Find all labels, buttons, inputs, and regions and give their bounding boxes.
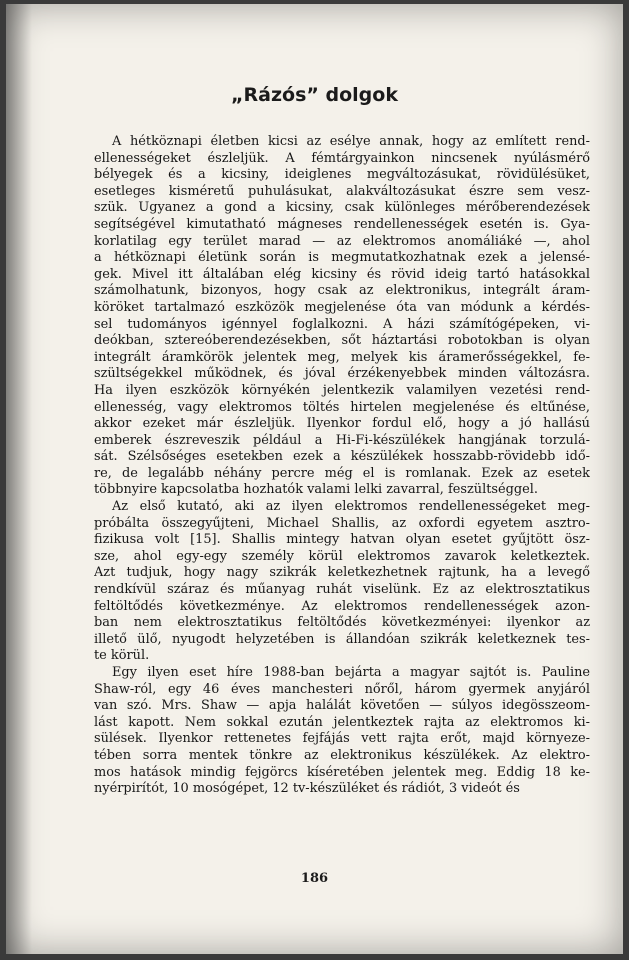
page-number: 186: [300, 871, 329, 886]
text-line: tében sorra mentek tönkre az elektronikus készülékek. Az elektro-: [94, 747, 590, 763]
text-line: sát. Szélsőséges esetekben ezek a készülékek hosszabb-rövidebb idő-: [94, 449, 590, 465]
text-line: lást kapott. Nem sokkal ezután jelentkeztek rajta az elektromos ki-: [94, 714, 590, 730]
text-line: sze, ahol egy-egy személy körül elektromos zavarok keletkeztek.: [94, 548, 590, 564]
text-line: segítségével kimutatható mágneses rendellenességek esetén is. Gya-: [94, 216, 590, 232]
text-line: többnyire kapcsolatba hozhatók valami lelki zavarral, feszültséggel.: [94, 482, 539, 498]
book-page: [6, 4, 623, 954]
chapter-title: „Rázós” dolgok: [231, 84, 398, 106]
text-line: ban nem elektrosztatikus feltöltődés következményei: ilyenkor az: [94, 615, 590, 631]
text-line: illető ülő, nyugodt helyzetében is állandóan szikrák keletkeznek tes-: [94, 631, 590, 647]
text-line: akkor ezeket már észleljük. Ilyenkor fordul elő, hogy a jó hallású: [94, 416, 590, 432]
text-line: Ha ilyen eszközök környékén jelentkezik valamilyen vezetési rend-: [94, 382, 590, 398]
page-binding-shadow: [6, 4, 32, 954]
text-line: köröket tartalmazó eszközök megjelenése óta van módunk a kérdés-: [94, 299, 590, 315]
text-line: mos hatások mindig fejgörcs kíséretében jelentek meg. Eddig 18 ke-: [94, 764, 590, 780]
text-line: Azt tudjuk, hogy nagy szikrák keletkezhetnek rajtunk, ha a levegő: [94, 565, 590, 581]
text-line: fizikusa volt [15]. Shallis mintegy hatvan olyan esetet gyűjtött ösz-: [94, 532, 590, 548]
text-line: re, de legalább néhány percre még el is romlanak. Ezek az esetek: [94, 465, 590, 481]
text-line: feltöltődés következménye. Az elektromos rendellenességek azon-: [94, 598, 590, 614]
text-line: integrált áramkörök jelentek meg, melyek kis áramerősségekkel, fe-: [94, 349, 590, 365]
text-line: Shaw-ról, egy 46 éves manchesteri nőről, három gyermek anyjáról: [94, 681, 590, 697]
text-line: ellenesség, vagy elektromos töltés hirtelen megjelenése és eltűnése,: [94, 399, 590, 415]
text-line: a hétköznapi életünk során is megmutatkozhatnak ezek a jelensé-: [94, 250, 590, 266]
text-line: van szó. Mrs. Shaw — apja halálát követően — súlyos idegösszeom-: [94, 698, 590, 714]
text-line: Egy ilyen eset híre 1988-ban bejárta a magyar sajtót is. Pauline: [112, 665, 590, 680]
text-line: nyérpirítót, 10 mosógépet, 12 tv-készüléket és rádiót, 3 videót és: [94, 781, 520, 797]
text-line: ellenességeket észleljük. A fémtárgyainkon nincsenek nyúlásmérő: [94, 150, 590, 166]
text-line: szültségekkel működnek, és jóval érzékenyebbek minden változásra.: [94, 366, 590, 382]
text-line: deókban, sztereóberendezésekben, sőt háztartási robotokban is olyan: [94, 333, 590, 349]
text-line: sülések. Ilyenkor rettenetes fejfájás vett rajta erőt, majd környeze-: [94, 731, 590, 747]
text-line: próbálta összegyűjteni, Michael Shallis, az oxfordi egyetem asztro-: [94, 515, 590, 531]
text-line: szük. Ugyanez a gond a kicsiny, csak különleges mérőberendezések: [94, 200, 590, 216]
text-line: te körül.: [94, 648, 150, 664]
text-line: bélyegek és a kicsiny, ideiglenes megváltozásukat, rövidülésüket,: [94, 167, 590, 183]
text-line: A hétköznapi életben kicsi az esélye annak, hogy az említett rend-: [112, 134, 590, 149]
text-line: számolhatunk, bizonyos, hogy csak az elektronikus, integrált áram-: [94, 283, 590, 299]
text-line: sel tudományos igénnyel foglalkozni. A házi számítógépeken, vi-: [94, 316, 590, 332]
text-line: emberek észreveszik például a Hi-Fi-készülékek hangjának torzulá-: [94, 432, 590, 448]
text-line: korlatilag egy terület marad — az elektromos anomáliáké —, ahol: [94, 233, 590, 249]
text-line: rendkívül száraz és műanyag ruhát viselünk. Ez az elektrosztatikus: [94, 582, 590, 598]
text-line: esetleges kisméretű puhulásukat, alakváltozásukat észre sem vesz-: [94, 183, 590, 199]
body-text: [94, 134, 590, 798]
text-line: gek. Mivel itt általában elég kicsiny és rövid ideig tartó hatásokkal: [94, 266, 590, 282]
text-line: Az első kutató, aki az ilyen elektromos rendellenességeket meg-: [112, 499, 590, 515]
